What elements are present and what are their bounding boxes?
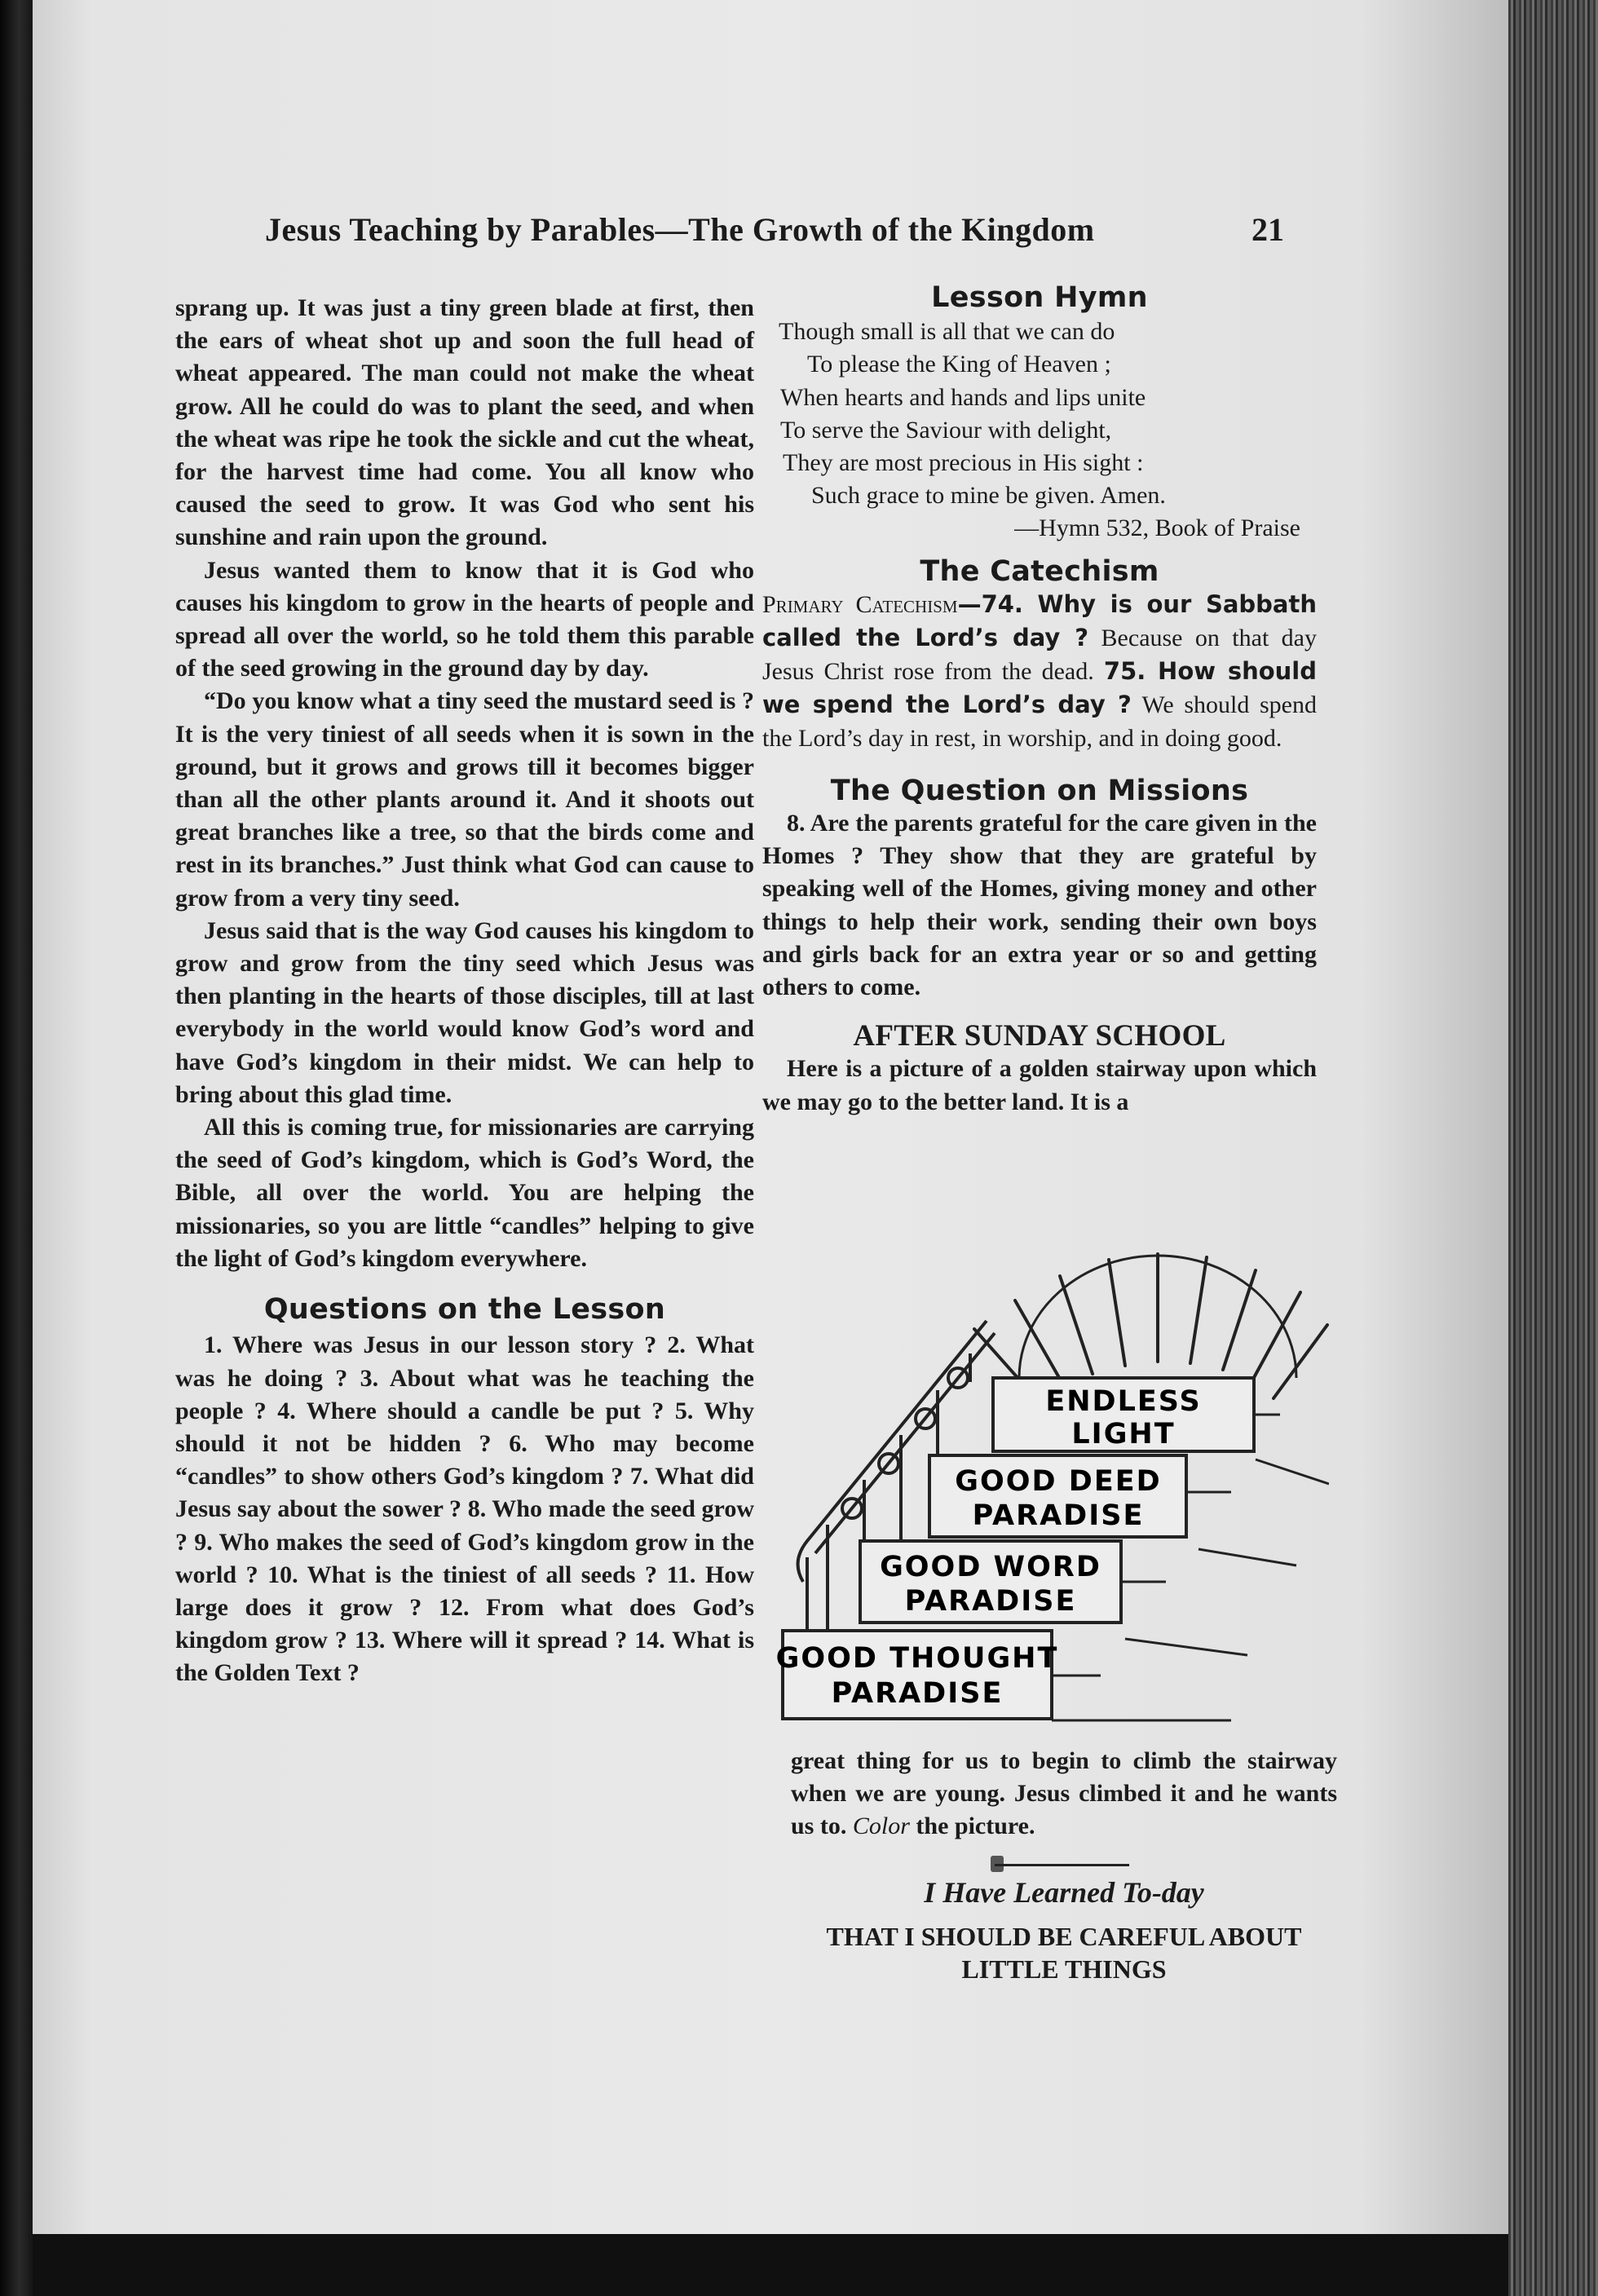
hymn-source: —Hymn 532, Book of Praise bbox=[1014, 514, 1300, 542]
step-label-good-deed: GOOD DEED bbox=[955, 1465, 1162, 1498]
learned-statement bbox=[791, 1920, 1337, 1985]
book-spine bbox=[0, 0, 33, 2296]
right-column bbox=[762, 281, 1317, 1119]
step-label-paradise: PARADISE bbox=[831, 1677, 1004, 1710]
hymn-line: To please the King of Heaven ; bbox=[807, 351, 1111, 378]
missions-text: 8. Are the parents grateful for the care given in the Homes ? They show that they are grateful by speaking well of the Homes, giving money and other things to help their work, sending their own boys and girls back for an extra year or so and getting others to come. bbox=[762, 810, 1317, 1001]
step-label-endless: ENDLESS bbox=[1045, 1385, 1202, 1418]
hymn-line: They are most precious in His sight : bbox=[783, 449, 1144, 477]
catechism-text bbox=[762, 588, 1317, 755]
page-edges bbox=[1508, 0, 1598, 2296]
after-sunday-text: great thing for us to begin to climb the stairway when we are young. Jesus climbed it and he wants us to. bbox=[791, 1747, 1337, 1839]
catechism-heading: The Catechism bbox=[920, 554, 1159, 588]
step-label-light: LIGHT bbox=[1071, 1418, 1176, 1450]
catechism-a74: Because on that day Jesus Christ rose from the dead. bbox=[762, 625, 1317, 686]
after-sunday-color-word: Color bbox=[852, 1813, 910, 1839]
catechism-a75: We should spend the Lord’s day in rest, in worship, and in doing good. bbox=[762, 691, 1317, 752]
learned-line-2: LITTLE THINGS bbox=[961, 1954, 1167, 1984]
paragraph-tiny-seed: Jesus said that is the way God causes his kingdom to grow and grow from the tiny seed which Jesus was then planting in the hearts of those disciples, till at last everybody in the world would know God’s word and have God’s kingdom in their midst. We can help to bring about this glad time. bbox=[175, 916, 754, 1108]
catechism-q75: 75. How should we spend the Lord’s day ? bbox=[762, 657, 1317, 719]
hymn-line: Though small is all that we can do bbox=[779, 318, 1115, 346]
step-label-paradise: PARADISE bbox=[904, 1585, 1077, 1618]
catechism-label: Primary Catechism bbox=[762, 590, 958, 618]
paragraph-kingdom-grows: Jesus wanted them to know that it is God who causes his kingdom to grow in the hearts of people and spread all over the world, so he told them this parable of the seed growing in the ground day by day. bbox=[175, 556, 754, 682]
learned-heading: I Have Learned To-day bbox=[924, 1876, 1204, 1909]
hymn-line: When hearts and hands and lips unite bbox=[780, 383, 1146, 411]
after-sunday-heading: AFTER SUNDAY SCHOOL bbox=[853, 1019, 1226, 1053]
paragraph-missionaries: All this is coming true, for missionaries are carrying the seed of God’s kingdom, which is God’s Word, the Bible, all over the world. You are helping the missionaries, so you are little “candles” helping to give the light of God’s kingdom everywhere. bbox=[175, 1114, 754, 1272]
left-column bbox=[175, 292, 754, 1690]
running-title: Jesus Teaching by Parables—The Growth of the Kingdom bbox=[265, 211, 1095, 248]
after-sunday-closing bbox=[791, 1745, 1337, 1843]
step-label-good-thought: GOOD THOUGHT bbox=[775, 1642, 1059, 1675]
divider-rule bbox=[995, 1864, 1129, 1866]
paragraph-seed-growing: sprang up. It was just a tiny green blade at first, then the ears of wheat shot up and soon the full head of wheat appeared. The man could not make the wheat grow. All he could do was to plant the seed, and when the wheat was ripe he took the sickle and cut the wheat, for the harvest time had come. You all know who caused the seed to grow. It was God who sent his sunshine and rain upon the ground. bbox=[175, 294, 754, 551]
step-label-paradise: PARADISE bbox=[972, 1499, 1145, 1532]
missions-heading: The Question on Missions bbox=[830, 774, 1249, 807]
golden-stairway-illustration bbox=[775, 1239, 1329, 1729]
hymn-verse bbox=[762, 316, 1317, 545]
paragraph-mustard-seed: “Do you know what a tiny seed the mustard seed is ? It is the very tiniest of all seeds when it is sown in the ground, but it grows and grows till it becomes bigger than all the other plants around it. And it shoots out great branches like a tree, so that the birds come and rest in its branches.” Just think what God can cause to grow from a very tiny seed. bbox=[175, 687, 754, 912]
questions-heading: Questions on the Lesson bbox=[263, 1293, 666, 1327]
hymn-line: Such grace to mine be given. Amen. bbox=[811, 482, 1166, 510]
step-label-good-word: GOOD WORD bbox=[880, 1551, 1101, 1583]
questions-text: 1. Where was Jesus in our lesson story ? 2. What was he doing ? 3. About what was he teaching the people ? 4. Where should a candle be put ? 5. Why should it not be hidden ? 6. Who may become “candles” to show others God’s kingdom ? 7. What did Jesus say about the sower ? 8. Who made the seed grow ? 9. Who makes the seed of God’s kingdom grow in the world ? 10. What is the tiniest of all seeds ? 11. How large does it grow ? 12. From what does God’s kingdom grow ? 13. Where will it spread ? 14. What is the Golden Text ? bbox=[175, 1331, 754, 1687]
hymn-line: To serve the Saviour with delight, bbox=[780, 416, 1112, 444]
hymn-heading: Lesson Hymn bbox=[931, 281, 1148, 314]
learned-line-1: THAT I SHOULD BE CAREFUL ABOUT bbox=[826, 1922, 1302, 1951]
after-sunday-text-end: the picture. bbox=[916, 1813, 1035, 1839]
catechism-q74: —74. Why is our Sabbath called the Lord’s day ? bbox=[762, 589, 1317, 652]
after-sunday-intro: Here is a picture of a golden stairway upon which we may go to the better land. It is a bbox=[762, 1055, 1317, 1115]
page-number: 21 bbox=[1251, 211, 1284, 248]
bottom-shadow bbox=[33, 2234, 1508, 2296]
